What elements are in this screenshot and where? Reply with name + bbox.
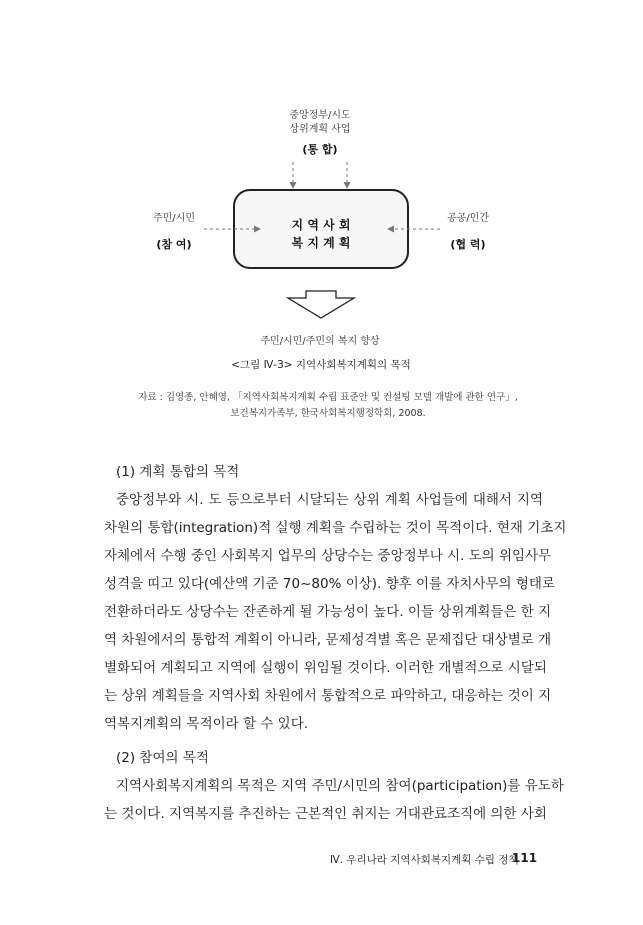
section2-heading: (2) 참여의 목적	[116, 750, 209, 766]
top-label-line1: 중앙정부/시도	[289, 110, 351, 121]
section1-line: 역 차원에서의 통합적 계획이 아니라, 문제성격별 혹은 문제집단 대상별로 개	[104, 632, 552, 648]
box-line1: 지 역 사 회	[291, 218, 351, 232]
running-footer: Ⅳ. 우리나라 지역사회복지계획 수립 정책	[330, 854, 519, 866]
section1-line: 자체에서 수행 중인 사회복지 업무의 상당수는 중앙정부나 시. 도의 위임사무	[104, 548, 552, 564]
section1-line: 전환하더라도 상당수는 잔존하게 될 가능성이 높다. 이들 상위계획들은 한 지	[104, 604, 552, 620]
section1-heading: (1) 계획 통합의 목적	[116, 464, 240, 480]
figure-diagram	[0, 0, 643, 340]
figure-source-line1: 자료 : 김영종, 안혜영, 「지역사회복지계획 수립 표준안 및 컨설팅 모델 개발에 관한 연구」,	[138, 392, 518, 403]
figure-source-line2: 보건복지가족부, 한국사회복지행정학회, 2008.	[230, 408, 426, 419]
left-label: 주민/시민	[152, 213, 195, 224]
section1-line: 는 상위 계획들을 지역사회 차원에서 통합적으로 파악하고, 대응하는 것이 지	[104, 688, 552, 704]
section1-line: 역복지계획의 목적이라 할 수 있다.	[104, 716, 309, 732]
page-number: 111	[512, 851, 538, 865]
outcome-label: 주민/시민/주민의 복지 향상	[260, 336, 380, 347]
figure-caption: <그림 Ⅳ-3> 지역사회복지계획의 목적	[231, 359, 411, 371]
top-label-line2: 상위계획 사업	[289, 124, 351, 135]
section1-line: 중앙정부와 시. 도 등으로부터 시달되는 상위 계획 사업들에 대해서 지역	[116, 492, 543, 508]
box-line2: 복 지 계 획	[291, 236, 351, 250]
down-arrow	[288, 291, 354, 318]
top-action-label: (통 합)	[302, 143, 338, 156]
section2-line: 지역사회복지계획의 목적은 지역 주민/시민의 참여(participation)를 유도하	[116, 778, 564, 794]
section1-line: 성격을 띠고 있다(예산액 기준 70~80% 이상). 향후 이를 자치사무의 형태로	[104, 576, 556, 592]
right-label: 공공/민간	[446, 213, 489, 224]
section1-line: 차원의 통합(integration)적 실행 계획을 수립하는 것이 목적이다. 현재 기초지	[104, 520, 567, 536]
section2-line: 는 것이다. 지역복지를 추진하는 근본적인 취지는 거대관료조직에 의한 사회	[104, 806, 547, 822]
section1-line: 별화되어 계획되고 지역에 실행이 위임될 것이다. 이러한 개별적으로 시달되	[104, 660, 547, 676]
right-action-label: (협 력)	[450, 238, 486, 251]
left-action-label: (참 여)	[156, 238, 192, 251]
